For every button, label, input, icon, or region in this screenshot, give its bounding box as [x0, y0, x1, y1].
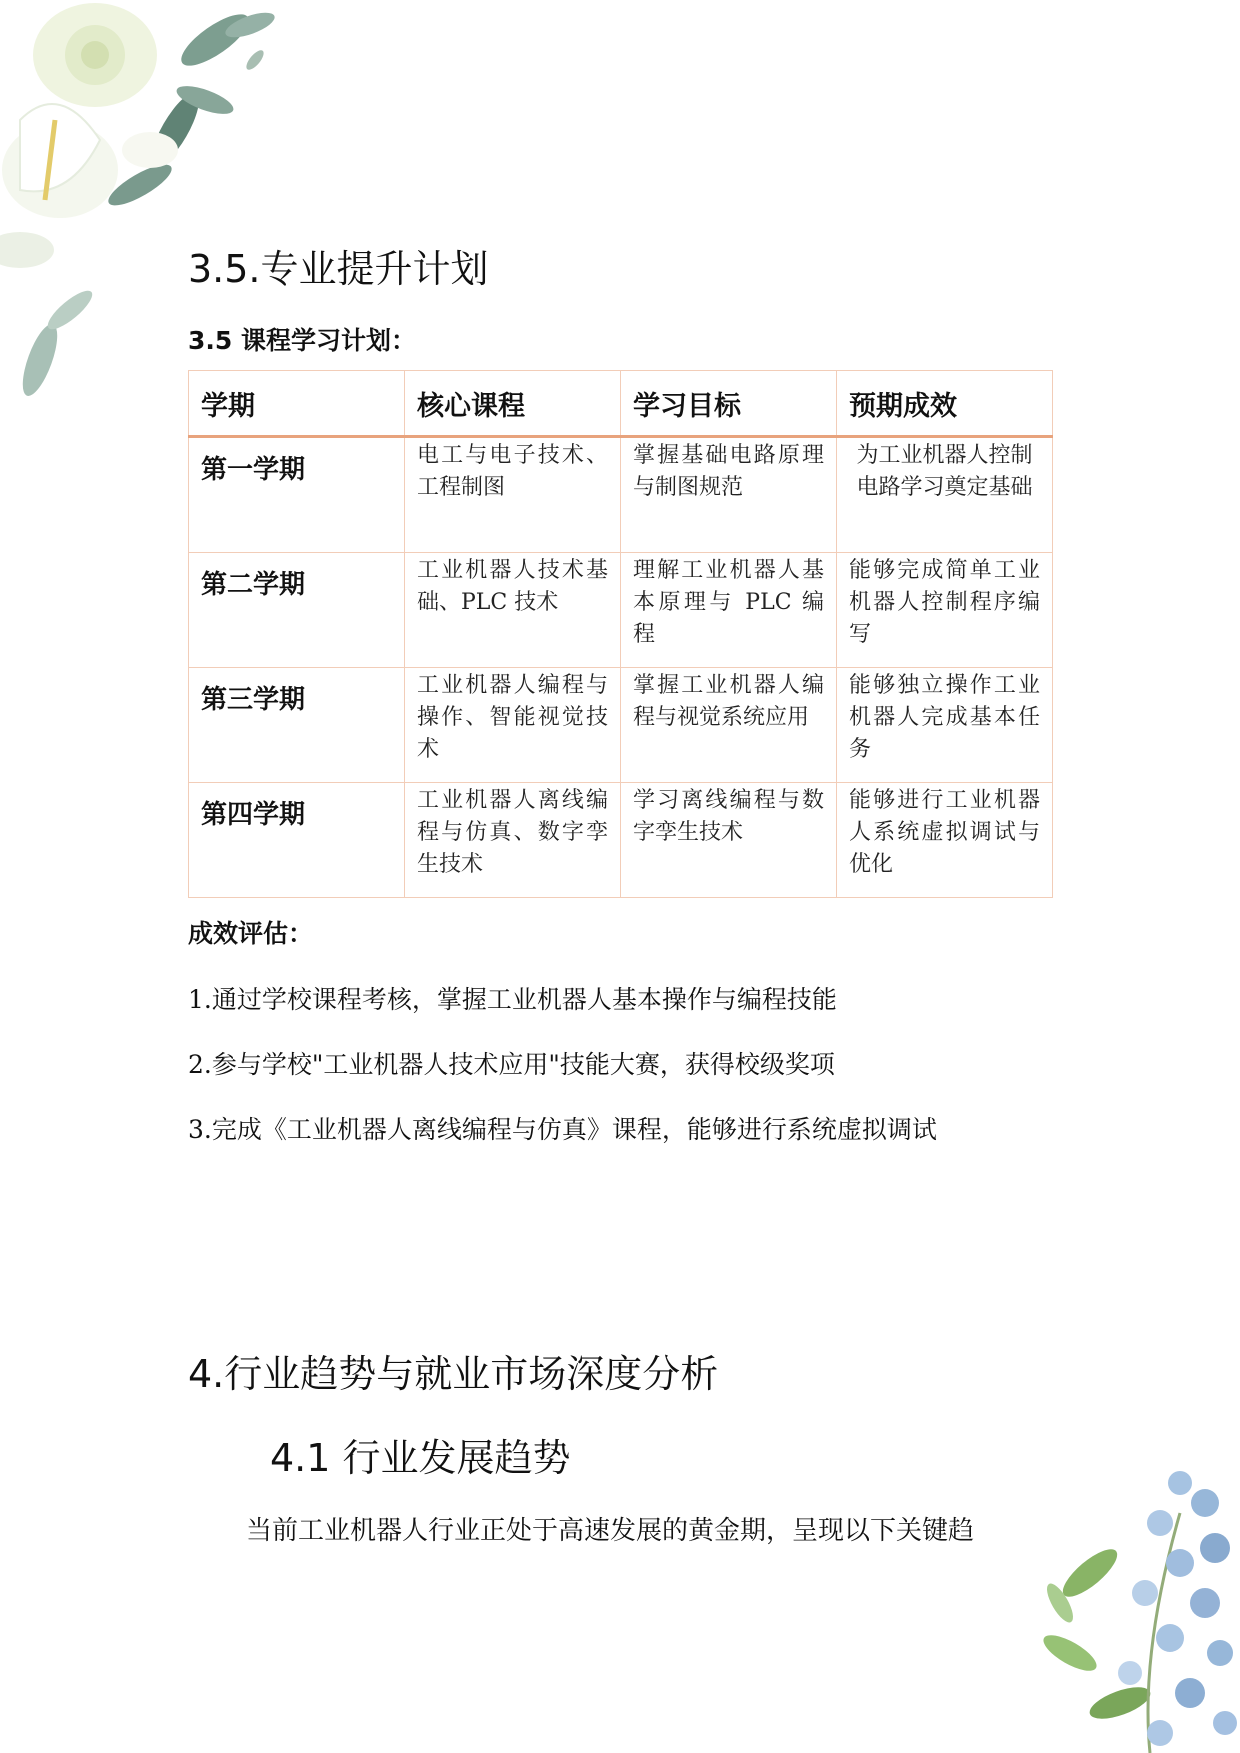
cell-courses: 工业机器人编程与操作、智能视觉技术 [405, 668, 621, 783]
intro-paragraph: 当前工业机器人行业正处于高速发展的黄金期，呈现以下关键趋 [246, 1516, 975, 1546]
cell-goal: 掌握工业机器人编程与视觉系统应用 [621, 668, 837, 783]
cell-courses: 电工与电子技术、工程制图 [405, 437, 621, 553]
header-courses: 核心课程 [405, 371, 621, 437]
table-caption: 3.5 课程学习计划： [188, 326, 416, 355]
evaluation-item: 2.参与学校"工业机器人技术应用"技能大赛，获得校级奖项 [188, 1050, 835, 1079]
evaluation-heading: 成效评估： [188, 919, 314, 948]
evaluation-item: 3.完成《工业机器人离线编程与仿真》课程，能够进行系统虚拟调试 [188, 1115, 937, 1144]
cell-courses: 工业机器人离线编程与仿真、数字孪生技术 [405, 783, 621, 898]
cell-outcome: 能够完成简单工业机器人控制程序编写 [837, 553, 1053, 668]
cell-term: 第三学期 [189, 668, 405, 783]
cell-term: 第四学期 [189, 783, 405, 898]
cell-outcome: 为工业机器人控制电路学习奠定基础 [837, 437, 1053, 553]
cell-term: 第一学期 [189, 437, 405, 553]
course-plan-table [188, 370, 1053, 898]
cell-courses: 工业机器人技术基础、PLC 技术 [405, 553, 621, 668]
header-term: 学期 [189, 371, 405, 437]
cell-goal: 理解工业机器人基本原理与 PLC 编程 [621, 553, 837, 668]
floral-corner-bottom-right-icon [1030, 1453, 1240, 1753]
floral-corner-top-left-icon [0, 0, 300, 420]
table-row [189, 783, 1053, 898]
cell-outcome: 能够进行工业机器人系统虚拟调试与优化 [837, 783, 1053, 898]
cell-goal: 掌握基础电路原理与制图规范 [621, 437, 837, 553]
table-row [189, 437, 1053, 553]
cell-goal: 学习离线编程与数字孪生技术 [621, 783, 837, 898]
table-row [189, 553, 1053, 668]
cell-term: 第二学期 [189, 553, 405, 668]
evaluation-item: 1.通过学校课程考核，掌握工业机器人基本操作与编程技能 [188, 985, 837, 1014]
section-title-4-1: 4.1 行业发展趋势 [270, 1436, 571, 1480]
section-title-4: 4.行业趋势与就业市场深度分析 [188, 1352, 719, 1396]
table-header-row [189, 371, 1053, 437]
cell-outcome: 能够独立操作工业机器人完成基本任务 [837, 668, 1053, 783]
header-goal: 学习目标 [621, 371, 837, 437]
header-outcome: 预期成效 [837, 371, 1053, 437]
section-title-3-5: 3.5.专业提升计划 [188, 247, 489, 291]
table-row [189, 668, 1053, 783]
